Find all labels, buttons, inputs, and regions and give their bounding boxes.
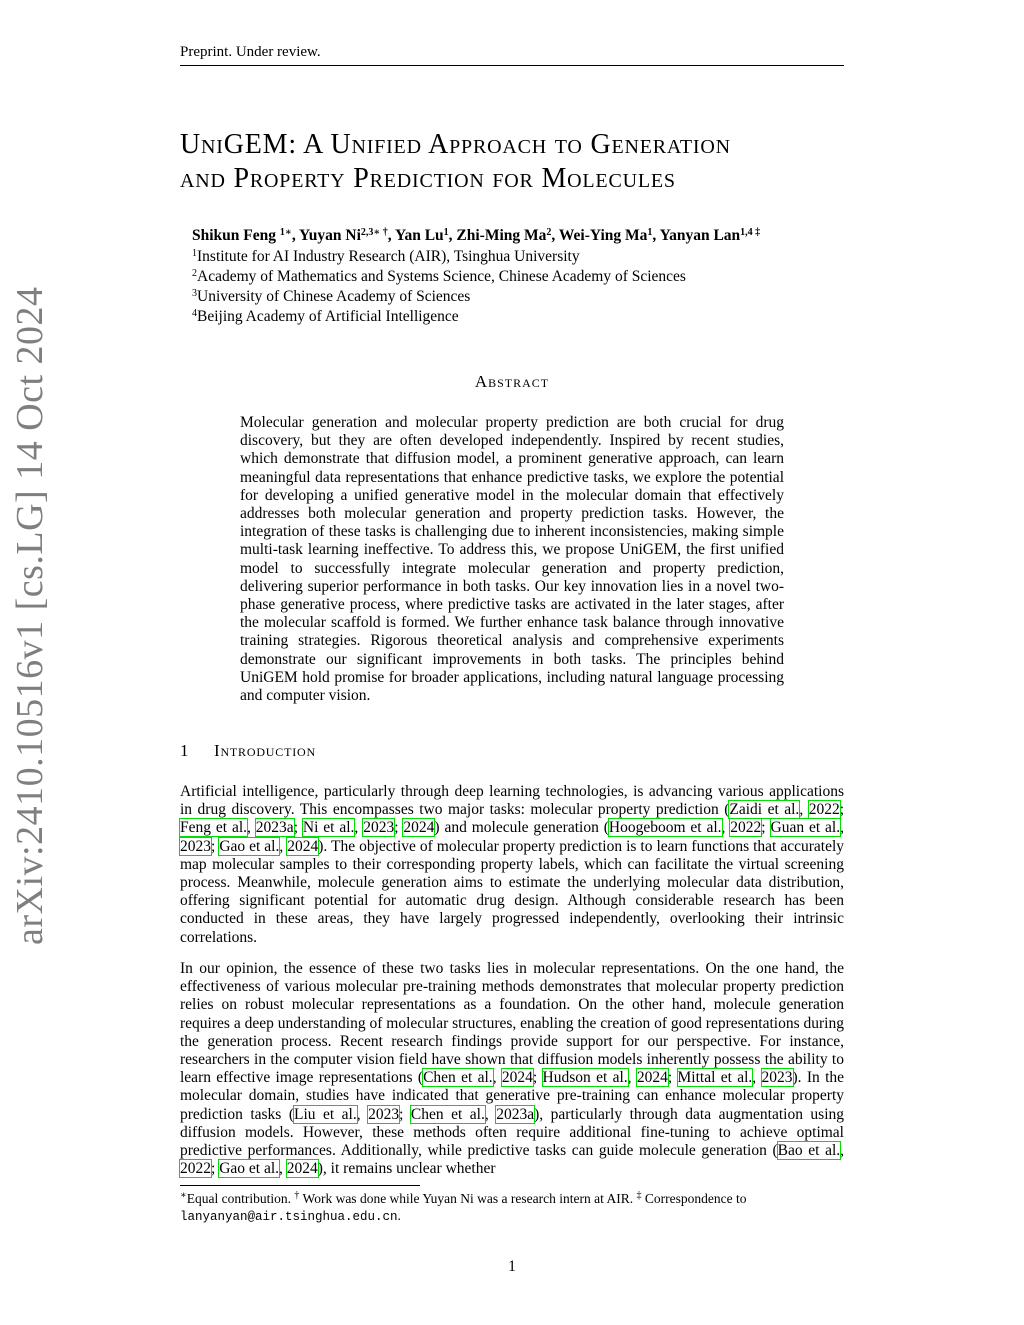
abstract-text: Molecular generation and molecular property prediction are both crucial for drug discovery, but they are often developed independently. Inspired by recent studies, which demonstrate that diffusion model, a prominent generative approach, can learn meaningful data representations that enhance predictive tasks, we explore the potential for developing a unified generative model in the molecular domain that effectively addresses both molecular generation and property prediction tasks. However, the integration of these tasks is challenging due to inherent inconsistencies, making simple multi-task learning ineffective. To address this, we propose UniGEM, the first unified model to successfully integrate molecular generation and property prediction, delivering superior performance in both tasks. Our key innovation lies in a novel two-phase generative process, where predictive tasks are activated in the later stages, after the molecular scaffold is formed. We further enhance task balance through innovative training strategies. Rigorous theoretical analysis and comprehensive experiments demonstrate our significant improvements in both tasks. The principles behind UniGEM hold promise for broader applications, including natural language processing and computer vision. [240, 414, 784, 705]
citation-separator: ; [211, 1160, 220, 1178]
citation-link[interactable]: Chen et al. [410, 1105, 485, 1123]
paragraph-text: ), it remains unclear whether [317, 1160, 496, 1178]
footnote-marker: ∗ [180, 1190, 187, 1201]
author-affil-marker: 1∗ [279, 227, 292, 238]
intro-paragraph-2 [180, 960, 844, 1178]
citation-separator: , [840, 819, 844, 837]
affiliation-number: 4 [192, 308, 197, 319]
citation-separator: ; [399, 1105, 411, 1123]
author-names [192, 226, 760, 246]
citation-separator: , [492, 1069, 502, 1087]
citation-separator: , [627, 1069, 637, 1087]
running-header: Preprint. Under review. [180, 44, 844, 66]
page-number: 1 [508, 1258, 516, 1275]
citation-link[interactable]: Guan et al. [770, 819, 841, 837]
citation-link[interactable]: 2022 [808, 801, 840, 819]
citation-link[interactable]: Chen et al. [423, 1069, 493, 1087]
affiliation-number: 2 [192, 268, 197, 279]
citation-link[interactable]: 2023a [496, 1105, 535, 1123]
paragraph-text: ) and molecule generation ( [434, 819, 609, 837]
citation-link[interactable]: Hudson et al. [542, 1069, 628, 1087]
author-block [192, 226, 760, 327]
author-affil-marker: 1 [443, 227, 449, 238]
paragraph-text: ), particularly through data augmentation using diffusion models. However, these methods often require additional fine-tuning to achieve optimal predictive performances. Additionally, while predictive tasks can guide molecule generation ( [180, 1105, 845, 1160]
footnote [180, 1190, 844, 1226]
intro-paragraph-1 [180, 783, 844, 947]
citation-separator: ; [394, 819, 404, 837]
citation-separator: , [279, 837, 288, 855]
author-name: , Wei-Ying Ma [551, 227, 648, 244]
footnote-text: Work was done while Yuyan Ni was a research intern at AIR. [299, 1191, 637, 1206]
citation-separator: , [247, 819, 256, 837]
citation-separator: , [484, 1105, 497, 1123]
citation-link[interactable]: 2024 [403, 819, 435, 837]
citation-link[interactable]: Liu et al. [293, 1105, 357, 1123]
citation-separator: , [840, 1142, 844, 1160]
section-title: Introduction [214, 741, 316, 760]
author-affil-marker: 2 [546, 227, 552, 238]
citation-link[interactable]: 2023 [761, 1069, 793, 1087]
paragraph-text: In our opinion, the essence of these two tasks lies in molecular representations. On the one hand, the effectiveness of various molecular pre-training methods demonstrates that molecular property prediction relies on robust molecular representations as a foundation. On the other hand, molecule generation requires a deep understanding of molecular structures, enabling the creation of good representations during the generation process. Recent research findings provide support for our perspective. For instance, researchers in the computer vision field have shown that diffusion models inherently possess the ability to learn effective image representations ( [180, 960, 844, 1087]
correspondence-email[interactable]: lanyanyan@air.tsinghua.edu.cn [180, 1210, 398, 1224]
affiliation [192, 247, 760, 267]
citation-separator: , [721, 819, 731, 837]
citation-link[interactable]: 2024 [287, 837, 319, 855]
citation-link[interactable]: 2024 [636, 1069, 668, 1087]
citation-separator: ; [293, 819, 303, 837]
section-heading-introduction [180, 741, 316, 761]
citation-separator: , [799, 801, 809, 819]
footnote-divider [180, 1185, 420, 1186]
affiliation-text: University of Chinese Academy of Sciences [197, 288, 471, 305]
citation-separator: ; [211, 837, 220, 855]
author-name: , Yuyan Ni [291, 227, 361, 244]
footnote-marker: † [294, 1190, 300, 1201]
title-line-2: and Property Prediction for Molecules [180, 163, 676, 194]
author-affil-marker: 1 [647, 227, 653, 238]
footnote-text: Correspondence to [641, 1191, 747, 1206]
citation-link[interactable]: Zaidi et al. [729, 801, 800, 819]
citation-link[interactable]: Gao et al. [219, 837, 280, 855]
citation-link[interactable]: 2022 [730, 819, 762, 837]
citation-link[interactable]: Feng et al. [180, 819, 248, 837]
affiliation-number: 1 [192, 248, 197, 259]
citation-link[interactable]: Hoogeboom et al. [608, 819, 722, 837]
paper-title [180, 128, 860, 196]
footnote-marker: ‡ [636, 1190, 642, 1201]
citation-link[interactable]: 2022 [180, 1160, 211, 1178]
author-affil-marker: 2,3∗ † [360, 227, 388, 238]
paragraph-text: ). The objective of molecular property prediction is to learn functions that accurately map molecular samples to their corresponding property labels, which can facilitate the virtual screening process. Meanwhile, molecule generation aims to estimate the underlying molecular data distribution, offering significant potential for automatic drug design. Although considerable research has been conducted in these areas, they have largely progressed independently, overlooking their intrinsic correlations. [180, 837, 845, 946]
author-name: , Yan Lu [387, 227, 444, 244]
paragraph-text: Artificial intelligence, particularly through deep learning technologies, is advancing various applications in drug discovery. This encompasses two major tasks: molecular property prediction ( [180, 783, 844, 819]
citation-link[interactable]: 2023 [180, 837, 211, 855]
citation-separator: , [356, 1105, 369, 1123]
citation-link[interactable]: Bao et al. [777, 1142, 841, 1160]
author-name: , Yanyan Lan [652, 227, 741, 244]
affiliation [192, 307, 760, 327]
citation-separator: , [354, 819, 364, 837]
citation-link[interactable]: 2023a [255, 819, 294, 837]
footnote-text: . [397, 1208, 401, 1223]
affiliation-text: Institute for AI Industry Research (AIR), Tsinghua University [197, 248, 580, 265]
citation-separator: ; [839, 801, 844, 819]
affiliation [192, 287, 760, 307]
affiliation-number: 3 [192, 288, 197, 299]
author-name: Shikun Feng [192, 227, 280, 244]
title-line-1: UniGEM: A Unified Approach to Generation [180, 129, 731, 160]
affiliation [192, 267, 760, 287]
citation-link[interactable]: Mittal et al. [677, 1069, 753, 1087]
abstract-heading: Abstract [474, 372, 550, 391]
citation-link[interactable]: Gao et al. [219, 1160, 280, 1178]
author-name: , Zhi-Ming Ma [448, 227, 547, 244]
affiliation-text: Academy of Mathematics and Systems Science, Chinese Academy of Sciences [197, 268, 686, 285]
citation-link[interactable]: 2023 [368, 1105, 400, 1123]
paragraph-text: ). In the molecular domain, studies have indicated that generative pre-training can enhance molecular property prediction tasks ( [180, 1069, 845, 1123]
citation-separator: ; [667, 1069, 678, 1087]
citation-separator: ; [532, 1069, 543, 1087]
citation-link[interactable]: Ni et al. [302, 819, 355, 837]
citation-link[interactable]: 2024 [501, 1069, 533, 1087]
citation-link[interactable]: 2024 [286, 1160, 318, 1178]
section-number: 1 [180, 741, 190, 760]
footnote-text: Equal contribution. [186, 1191, 295, 1206]
author-affil-marker: 1,4 ‡ [740, 227, 761, 238]
citation-separator: , [752, 1069, 762, 1087]
affiliation-text: Beijing Academy of Artificial Intelligence [197, 308, 459, 325]
citation-separator: ; [761, 819, 771, 837]
arxiv-sidebar-stamp: arXiv:2410.10516v1 [cs.LG] 14 Oct 2024 [9, 286, 51, 945]
citation-link[interactable]: 2023 [363, 819, 395, 837]
citation-separator: , [279, 1160, 287, 1178]
